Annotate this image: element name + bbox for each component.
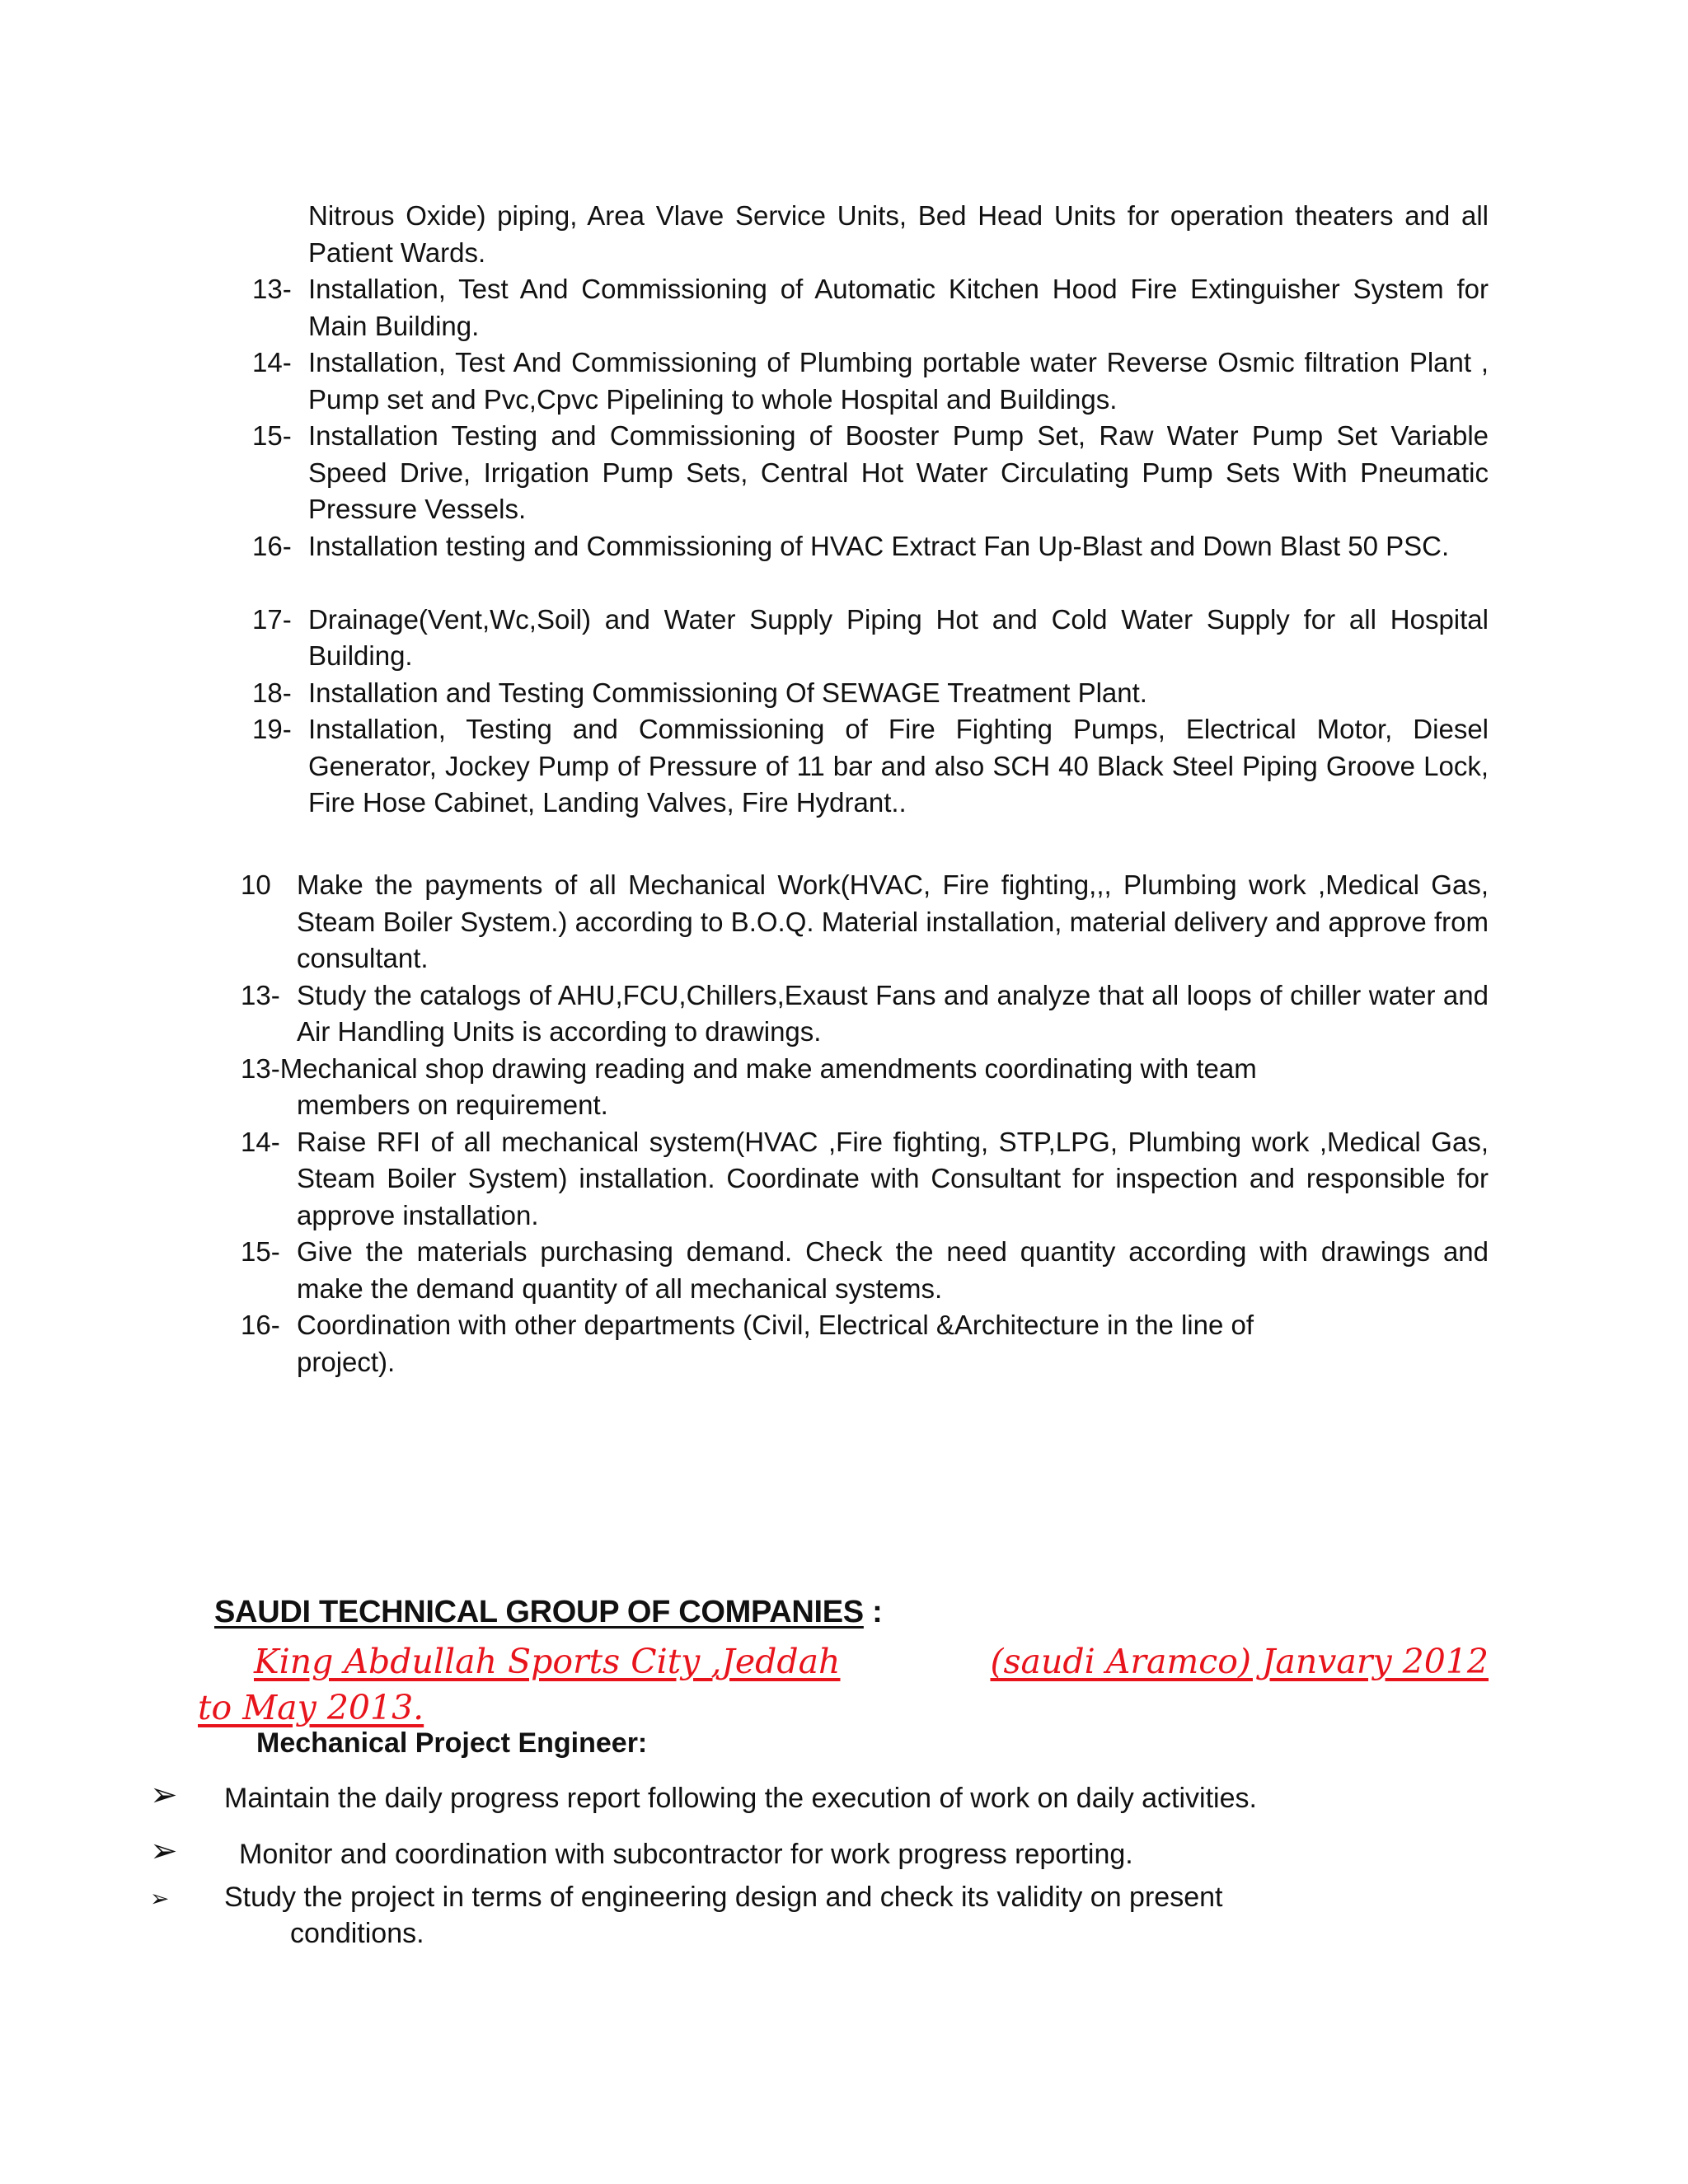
list-item (241, 1051, 1489, 1124)
list-item-number: 13- (241, 1052, 280, 1084)
list-item-text: Installation, Test And Commissioning of Automatic Kitchen Hood Fire Extinguisher System for Main Building. (308, 274, 1489, 341)
list-item-text: Mechanical shop drawing reading and make amendments coordinating with team (279, 1052, 1257, 1084)
job-title: Mechanical Project Engineer: (256, 1727, 648, 1759)
list-item-number: 18- (252, 677, 292, 708)
list-item-text: Installation Testing and Commissioning of Booster Pump Set, Raw Water Pump Set Variable Speed Drive, Irrigation Pump Sets, Central Hot Water Circulating Pump Sets With Pneumatic Pressure Vessels. (308, 420, 1489, 524)
arrow-bullet-icon: ➢ (150, 1885, 170, 1912)
list-item-number: 16- (252, 530, 292, 561)
list-item-text: Drainage(Vent,Wc,Soil) and Water Supply Piping Hot and Cold Water Supply for all Hospital Building. (308, 603, 1489, 671)
arrow-bullet-icon: ➢ (150, 1776, 178, 1814)
project-period-end: to May 2013. (198, 1688, 424, 1727)
bullet-item (150, 1776, 1257, 1816)
list-item-text: Give the materials purchasing demand. Check the need quantity according with drawings and make the demand quantity of all mechanical systems. (297, 1236, 1489, 1304)
list-item (252, 528, 1489, 565)
list-item (241, 867, 1489, 977)
list-item (252, 711, 1489, 822)
list-item (241, 1124, 1489, 1235)
list-item (241, 1307, 1489, 1380)
list-item (252, 675, 1489, 712)
list-item (252, 271, 1489, 344)
list-item-text: Installation, Testing and Commissioning of Fire Fighting Pumps, Electrical Motor, Diesel Generator, Jockey Pump of Pressure of 11 bar and also SCH 40 Black Steel Piping Groove Lock, Fire Hose Cabinet, Landing Valves, Fire Hydrant.. (308, 714, 1489, 818)
bullet-text-continuation: conditions. (290, 1918, 424, 1949)
list-item-number: 13- (252, 274, 292, 304)
list-item (241, 1234, 1489, 1307)
list-item-number: 10 (241, 869, 271, 900)
company-heading-suffix: : (863, 1595, 883, 1629)
list-item-text-continuation: members on requirement. (297, 1090, 608, 1120)
company-name: SAUDI TECHNICAL GROUP OF COMPANIES (214, 1595, 864, 1629)
arrow-bullet-icon: ➢ (150, 1832, 178, 1870)
list-item (241, 977, 1489, 1051)
bullet-text: Maintain the daily progress report following the execution of work on daily activities. (224, 1783, 1257, 1814)
list-item-text: Installation, Test And Commissioning of Plumbing portable water Reverse Osmic filtration Plant , Pump set and Pvc,Cpvc Pipelining to whole Hospital and Buildings. (308, 347, 1489, 415)
company-heading (198, 1595, 882, 1630)
list-item (252, 418, 1489, 528)
list-item-number: 15- (252, 420, 292, 451)
list-item-number: 17- (252, 603, 292, 635)
list-item (252, 602, 1489, 675)
numbered-list-responsibilities (241, 867, 1489, 1380)
list-item-text: Make the payments of all Mechanical Work(HVAC, Fire fighting,,, Plumbing work ,Medical Gas, Steam Boiler System.) according to B.O.Q. Material installation, material delivery and approve from consultant. (297, 869, 1489, 973)
project-location: King Abdullah Sports City ,Jeddah (254, 1642, 841, 1681)
list-item-text: Installation testing and Commissioning of HVAC Extract Fan Up-Blast and Down Blast 50 PSC. (308, 530, 1450, 561)
bullet-item (150, 1832, 1133, 1872)
list-item-number: 14- (241, 1126, 280, 1157)
project-client-period: (saudi Aramco) Janvary 2012 (990, 1642, 1489, 1681)
list-item (252, 344, 1489, 418)
bullet-text: Monitor and coordination with subcontractor for work progress reporting. (239, 1839, 1133, 1870)
numbered-list-continued (252, 198, 1489, 822)
list-item-number: 14- (252, 347, 292, 377)
list-item-continuation: Nitrous Oxide) piping, Area Vlave Service Units, Bed Head Units for operation theaters and all Patient Wards. (308, 200, 1489, 268)
project-line (198, 1638, 1489, 1731)
list-item-number: 16- (241, 1310, 280, 1340)
bullet-text: Study the project in terms of engineering design and check its validity on present (224, 1882, 1223, 1913)
list-item-number: 15- (241, 1236, 280, 1267)
list-item-number: 13- (241, 979, 280, 1010)
list-item-text-continuation: project). (297, 1346, 396, 1377)
list-item-text: Installation and Testing Commissioning Of SEWAGE Treatment Plant. (308, 677, 1147, 708)
list-item-text: Study the catalogs of AHU,FCU,Chillers,Exaust Fans and analyze that all loops of chiller water and Air Handling Units is according to drawings. (297, 979, 1489, 1047)
bullet-item (150, 1879, 1386, 1952)
list-item-text: Raise RFI of all mechanical system(HVAC ,Fire fighting, STP,LPG, Plumbing work ,Medical Gas, Steam Boiler System) installation. Coordinate with Consultant for inspection and responsible for approve installation. (297, 1126, 1489, 1230)
list-item-text: Coordination with other departments (Civil, Electrical &Architecture in the line of (297, 1310, 1254, 1340)
list-item-number: 19- (252, 714, 292, 744)
